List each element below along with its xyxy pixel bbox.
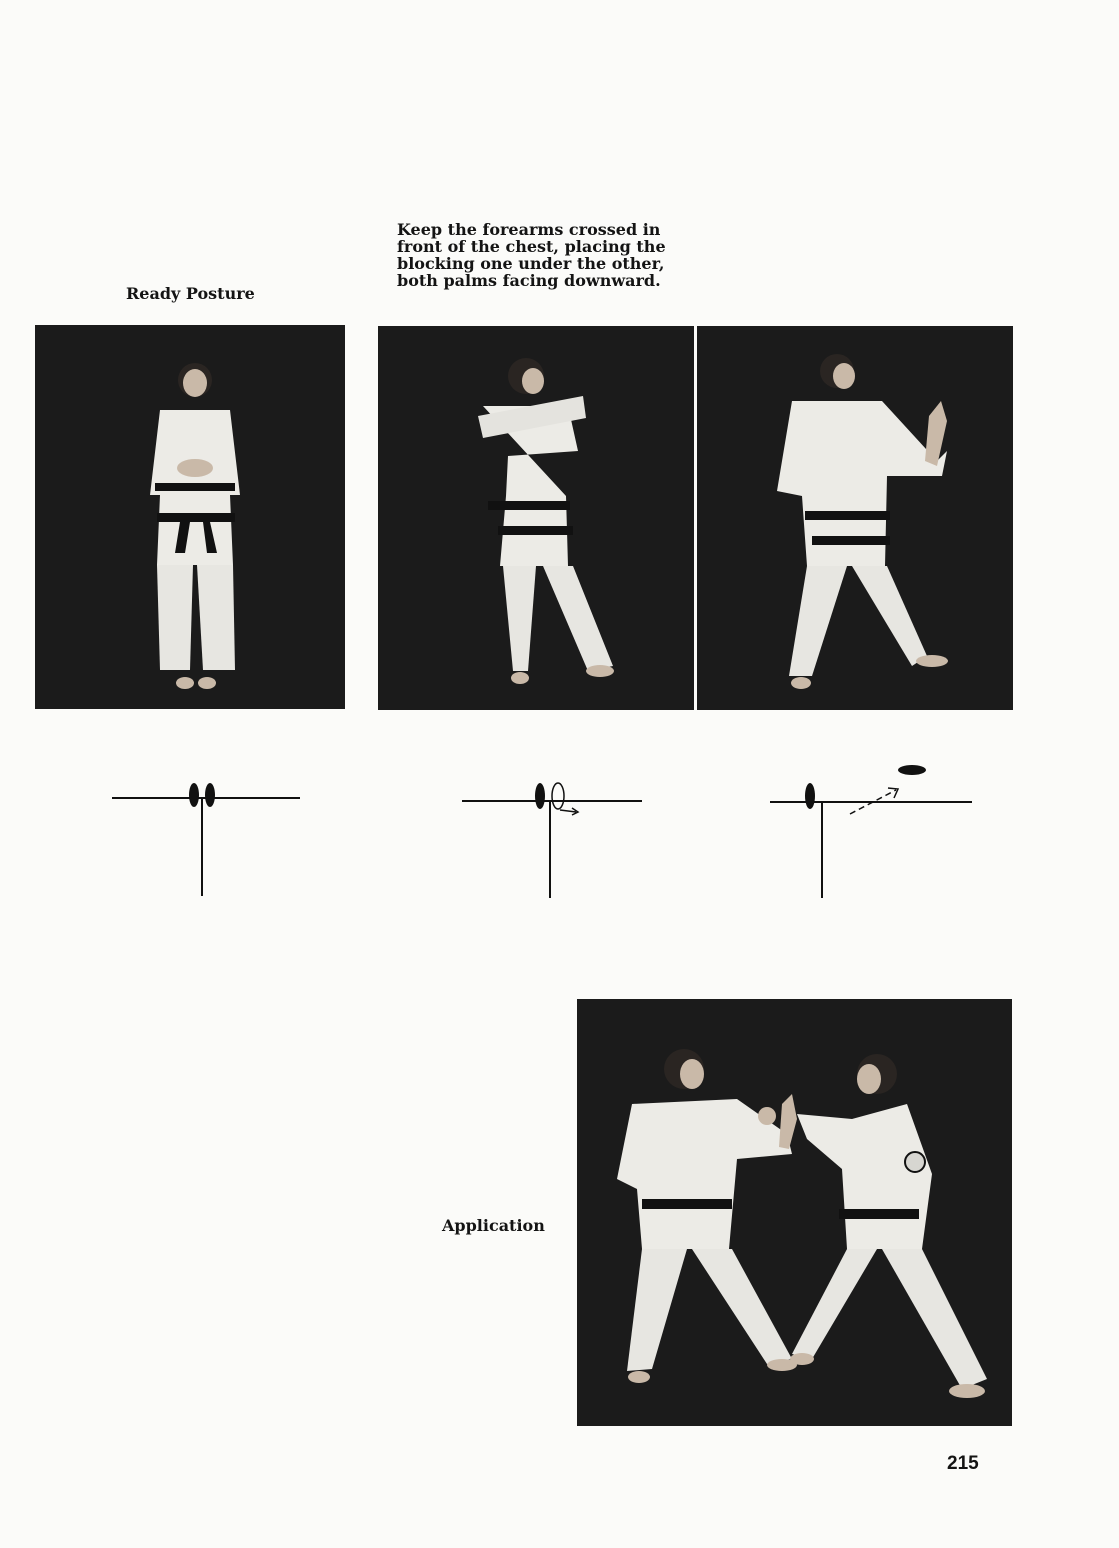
instruction-text: Keep the forearms crossed in front of the chest, placing the blocking one under the other, both palms facing downward. bbox=[397, 220, 666, 290]
page-number: 215 bbox=[947, 1453, 979, 1474]
palm-block-figure bbox=[697, 326, 1013, 710]
crossed-forearms-photo bbox=[378, 326, 694, 710]
ready-posture-figure bbox=[35, 325, 345, 709]
block-foot-diagram bbox=[768, 756, 978, 901]
palm-block-photo bbox=[697, 326, 1013, 710]
application-figures bbox=[577, 999, 1012, 1426]
application-photo bbox=[577, 999, 1012, 1426]
crossed-forearms-figure bbox=[378, 326, 694, 710]
arrow-icon bbox=[560, 810, 576, 812]
ready-posture-photo bbox=[35, 325, 345, 709]
ready-posture-caption: Ready Posture bbox=[126, 284, 255, 303]
ready-foot-diagram bbox=[110, 770, 305, 900]
crossed-foot-diagram bbox=[460, 770, 650, 900]
application-caption: Application bbox=[442, 1216, 545, 1235]
